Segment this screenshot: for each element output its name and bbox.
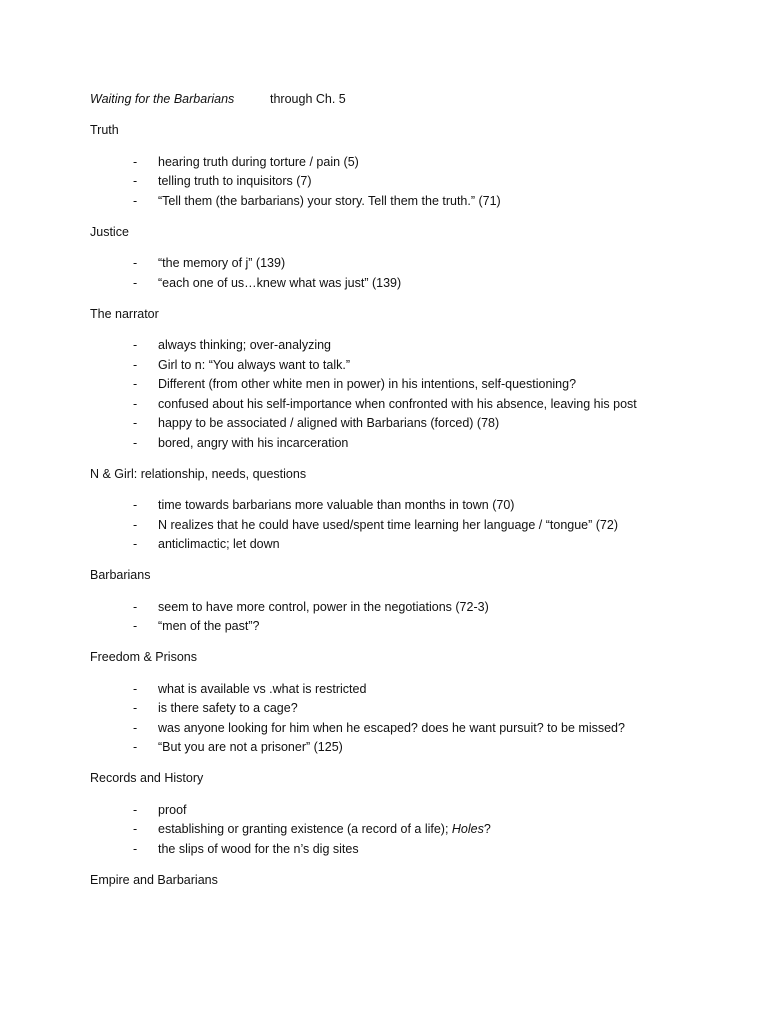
- section-heading: Truth: [90, 123, 119, 137]
- bullet-dash: -: [133, 720, 138, 735]
- list-item: [90, 738, 710, 758]
- list-item: [90, 192, 710, 212]
- section-heading: Barbarians: [90, 568, 151, 582]
- list-item-text: “Tell them (the barbarians) your story. Tell them the truth.” (71): [158, 193, 501, 208]
- list-item-text: hearing truth during torture / pain (5): [158, 154, 359, 169]
- bullet-list: [90, 598, 710, 637]
- book-title: Waiting for the Barbarians: [90, 92, 235, 106]
- list-item-suffix: ?: [483, 822, 491, 836]
- list-item: [90, 274, 710, 294]
- document-title-line: [90, 90, 710, 110]
- list-item-text: the slips of wood for the n’s dig sites: [158, 841, 359, 856]
- bullet-dash: -: [133, 193, 138, 208]
- list-item-text: always thinking; over-analyzing: [158, 338, 332, 352]
- list-item-text: is there safety to a cage?: [158, 701, 298, 715]
- list-item: [90, 375, 710, 395]
- section-heading: Records and History: [90, 771, 204, 785]
- list-item: [90, 336, 710, 356]
- bullet-dash: -: [133, 701, 138, 715]
- list-item: [90, 172, 710, 192]
- bullet-dash: -: [133, 154, 138, 169]
- bullet-dash: -: [133, 357, 138, 372]
- notes-sections: [90, 121, 710, 891]
- bullet-dash: -: [133, 537, 138, 551]
- list-item-text: “But you are not a prisoner” (125): [158, 740, 343, 754]
- chapter-range: through Ch. 5: [270, 92, 346, 106]
- bullet-dash: -: [133, 435, 138, 450]
- bullet-dash: -: [133, 174, 138, 188]
- bullet-list: [90, 680, 710, 758]
- list-item: [90, 598, 710, 618]
- list-item-text: confused about his self-importance when confronted with his absence, leaving his post: [158, 396, 637, 411]
- list-item-text: “men of the past”?: [158, 619, 260, 633]
- list-item-text: happy to be associated / aligned with Barbarians (forced) (78): [158, 416, 500, 430]
- list-item-emphasis: Holes: [451, 822, 484, 836]
- section-heading: The narrator: [90, 306, 159, 321]
- bullet-dash: -: [133, 619, 138, 633]
- section-heading: Empire and Barbarians: [90, 872, 218, 887]
- list-item: [90, 395, 710, 415]
- list-item: [90, 680, 710, 700]
- section-heading: N & Girl: relationship, needs, questions: [90, 466, 307, 481]
- list-item: [90, 801, 710, 821]
- list-item-text: “the memory of j” (139): [158, 256, 286, 270]
- list-item: [90, 153, 710, 173]
- list-item-text: establishing or granting existence (a record of a life);: [158, 822, 452, 836]
- list-item: [90, 496, 710, 516]
- list-item-text: bored, angry with his incarceration: [158, 435, 349, 450]
- list-item: [90, 840, 710, 860]
- list-item: [90, 356, 710, 376]
- bullet-dash: -: [133, 517, 138, 532]
- list-item-text: N realizes that he could have used/spent time learning her language / “tongue” (72): [158, 517, 619, 532]
- list-item: [90, 414, 710, 434]
- bullet-dash: -: [133, 599, 138, 614]
- bullet-dash: -: [133, 256, 138, 270]
- bullet-dash: -: [133, 681, 138, 696]
- list-item: [90, 820, 710, 840]
- list-item-text: Different (from other white men in power) in his intentions, self-questioning?: [158, 377, 577, 391]
- bullet-dash: -: [133, 396, 138, 411]
- bullet-dash: -: [133, 841, 138, 856]
- section-heading: Justice: [90, 224, 129, 239]
- bullet-list: [90, 153, 710, 212]
- list-item-text: what is available vs .what is restricted: [158, 681, 367, 696]
- bullet-dash: -: [133, 822, 138, 836]
- list-item-text: seem to have more control, power in the negotiations (72-3): [158, 599, 489, 614]
- list-item: [90, 516, 710, 536]
- bullet-list: [90, 336, 710, 453]
- bullet-dash: -: [133, 338, 138, 352]
- list-item-text: was anyone looking for him when he escaped? does he want pursuit? to be missed?: [158, 720, 625, 735]
- bullet-dash: -: [133, 498, 138, 512]
- list-item-text: anticlimactic; let down: [158, 537, 280, 551]
- bullet-dash: -: [133, 802, 138, 817]
- list-item: [90, 535, 710, 555]
- list-item-text: “each one of us…knew what was just” (139): [158, 275, 402, 290]
- list-item: [90, 617, 710, 637]
- section-heading: Freedom & Prisons: [90, 650, 197, 664]
- bullet-dash: -: [133, 416, 138, 430]
- list-item: [90, 254, 710, 274]
- list-item: [90, 434, 710, 454]
- bullet-dash: -: [133, 275, 138, 290]
- bullet-list: [90, 801, 710, 860]
- bullet-list: [90, 254, 710, 293]
- bullet-dash: -: [133, 740, 138, 754]
- document-page: [90, 90, 710, 902]
- list-item-text: Girl to n: “You always want to talk.”: [158, 357, 350, 372]
- list-item-text: time towards barbarians more valuable than months in town (70): [158, 498, 515, 512]
- list-item-text: telling truth to inquisitors (7): [158, 174, 312, 188]
- bullet-dash: -: [133, 377, 138, 391]
- bullet-list: [90, 496, 710, 555]
- list-item: [90, 719, 710, 739]
- list-item-text: proof: [158, 802, 187, 817]
- list-item: [90, 699, 710, 719]
